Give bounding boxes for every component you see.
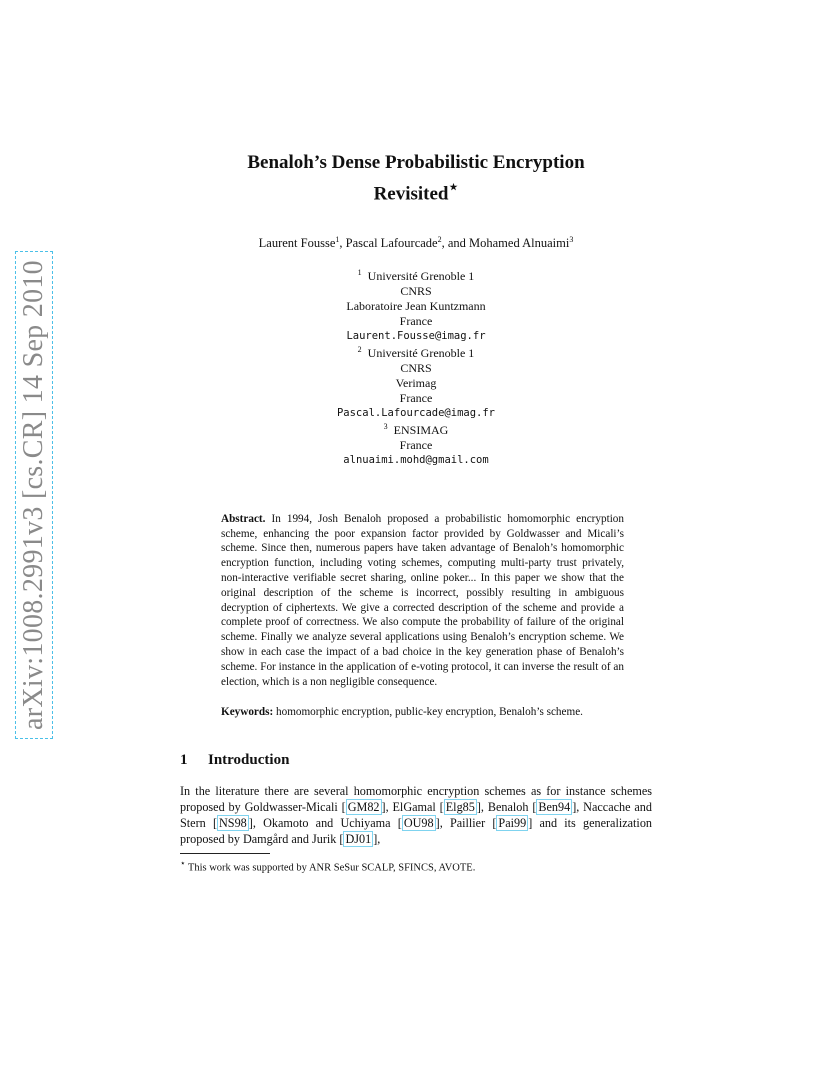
keywords — [221, 705, 624, 720]
citation-link[interactable]: OU98 — [403, 816, 434, 831]
citation-link[interactable]: NS98 — [219, 816, 247, 831]
affil-1-num: 1 — [357, 268, 362, 278]
abstract-label: Abstract. — [221, 512, 266, 525]
author-3: , and Mohamed Alnuaimi — [441, 236, 570, 251]
affil-2-num: 2 — [357, 345, 362, 355]
abstract-text: In 1994, Josh Benaloh proposed a probabilistic homomorphic encryption scheme, enhancing the poor expansion factor provided by Goldwasser and Micali’s scheme. Since then, numerous papers have taken advantage of Benaloh’s homomorphic encryption function, including voting schemes, computing multi-party trust privately, non-interactive verifiable secret sharing, online poker... In this paper we show that the original description of the scheme is incorrect, possibly resulting in ambiguous decryption of ciphertexts. We give a corrected description of the scheme and provide a complete proof of correctness. We also compute the probability of failure of the original scheme. Finally we analyze several applications using Benaloh’s encryption scheme. We show in each case the impact of a bad choice in the key generation phase of Benaloh’s scheme. For instance in the application of e-voting protocol, it can inverse the result of an election, which is a non negligible consequence. — [221, 512, 624, 688]
intro-text: , Benaloh — [480, 800, 533, 815]
keywords-label: Keywords: — [221, 706, 274, 719]
intro-text: and its generalization proposed by Damgård and Jurik — [180, 816, 653, 847]
affil-line: France — [399, 313, 433, 328]
author-2-sup: 2 — [437, 235, 442, 245]
section-heading — [180, 752, 652, 769]
affil-line: ENSIMAG — [393, 423, 449, 438]
paper-page — [180, 150, 652, 874]
footnote — [180, 858, 652, 874]
email-3[interactable]: alnuaimi.mohd@gmail.com — [343, 454, 489, 467]
intro-paragraph: In the literature there are several homomorphic encryption schemes as for instance schemes proposed by Goldwasser-Micali [ GM82 ], ElGamal [ Elg85 ], Benaloh [ Ben94 ], Naccache and Stern [ NS98 ], Okamoto and Uchiyama [ OU98 ], Paillier [ Pai99 ] and its generalization proposed by Damgård and Jurik [ DJ01 ], — [180, 784, 653, 847]
citation-link[interactable]: Elg85 — [445, 800, 475, 815]
arxiv-id: arXiv:1008.2991v3 [cs.CR] 14 Sep 2010 — [15, 251, 53, 739]
affil-line: Université Grenoble 1 — [367, 269, 475, 284]
affil-line: CNRS — [400, 361, 432, 376]
intro-text: , — [377, 832, 381, 847]
title-footnote-mark: ⋆ — [448, 179, 459, 196]
section-title: Introduction — [208, 752, 290, 769]
author-list — [180, 235, 652, 251]
footnote-rule — [180, 853, 270, 854]
intro-text: , Paillier — [439, 816, 493, 831]
author-1: Laurent Fousse — [258, 236, 336, 251]
email-1[interactable]: Laurent.Fousse@imag.fr — [346, 329, 486, 342]
author-2: , Pascal Lafourcade — [339, 236, 438, 251]
affil-line: France — [399, 390, 433, 405]
intro-text: In the literature there are several homomorphic encryption schemes as for instance schemes proposed by Goldwasser-Micali — [180, 784, 652, 815]
intro-text: , Naccache and Stern — [180, 800, 652, 831]
abstract — [221, 512, 624, 690]
citation-link[interactable]: Ben94 — [538, 800, 571, 815]
affiliations — [180, 266, 652, 467]
footnote-mark: ⋆ — [180, 858, 186, 869]
footnote-text: This work was supported by ANR SeSur SCALP, SFINCS, AVOTE. — [187, 862, 476, 874]
author-1-sup: 1 — [335, 235, 340, 245]
author-3-sup: 3 — [569, 235, 574, 245]
affil-line: Verimag — [395, 376, 437, 391]
title-line-1: Benaloh’s Dense Probabilistic Encryption — [247, 152, 585, 173]
section-number: 1 — [180, 752, 188, 769]
keywords-text: homomorphic encryption, public-key encryption, Benaloh’s scheme. — [276, 706, 583, 719]
email-2[interactable]: Pascal.Lafourcade@imag.fr — [336, 406, 496, 419]
affil-line: Laboratoire Jean Kuntzmann — [346, 299, 486, 314]
affil-3-num: 3 — [383, 422, 388, 432]
intro-text: , ElGamal — [385, 800, 440, 815]
paper-title — [180, 150, 652, 206]
citation-link[interactable]: GM82 — [347, 800, 380, 815]
affil-line: Université Grenoble 1 — [367, 346, 475, 361]
affil-line: CNRS — [400, 284, 432, 299]
intro-text: , Okamoto and Uchiyama — [252, 816, 398, 831]
title-line-2: Revisited — [373, 183, 449, 205]
arxiv-stamp — [8, 260, 60, 730]
citation-link[interactable]: DJ01 — [345, 832, 372, 847]
citation-link[interactable]: Pai99 — [498, 816, 527, 831]
affil-line: France — [399, 438, 433, 453]
